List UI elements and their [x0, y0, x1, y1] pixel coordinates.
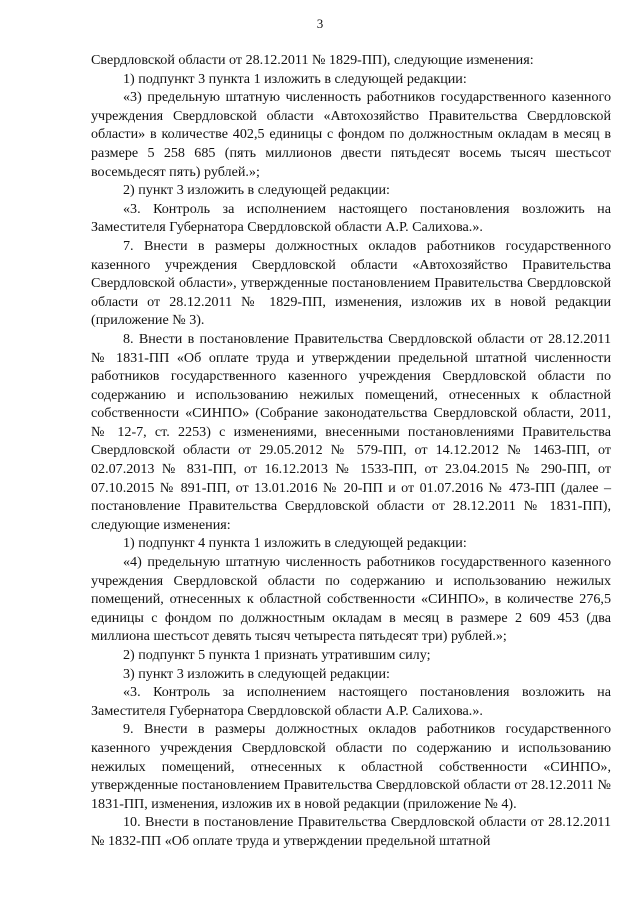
- paragraph-4: 2) пункт 3 изложить в следующей редакции:: [123, 182, 390, 199]
- paragraph-6: 7. Внести в размеры должностных окладов работников государственного казенного учреждения Свердловской области «Автохозяйство Правительства Свердловской области», утвержденные постановлением Правительства Свердловской области от 28.12.2011 № 1829-ПП, изменения, изложив их в новой редакции (приложение № 3).: [91, 237, 611, 329]
- paragraph-2: 1) подпункт 3 пункта 1 изложить в следующей редакции:: [123, 70, 467, 87]
- document-body: [91, 51, 611, 851]
- paragraph-3: «3) предельную штатную численность работников государственного казенного учреждения Свердловской области «Автохозяйство Правительства Свердловской области» в количестве 402,5 единицы с фондом по должностным окладам в месяц в размере 5 258 685 (пять миллионов двести пятьдесят восемь тысяч шестьсот восемьдесят пять) рублей.»;: [91, 89, 611, 180]
- page-number: 3: [316, 16, 324, 31]
- paragraph-8: 1) подпункт 4 пункта 1 изложить в следующей редакции:: [123, 535, 467, 552]
- paragraph-10: 2) подпункт 5 пункта 1 признать утратившим силу;: [123, 647, 431, 663]
- paragraph-1: Свердловской области от 28.12.2011 № 1829-ПП), следующие изменения:: [91, 52, 534, 68]
- paragraph-12: «3. Контроль за исполнением настоящего постановления возложить на Заместителя Губернатора Свердловской области А.Р. Салихова.».: [91, 684, 611, 719]
- paragraph-9: «4) предельную штатную численность работников государственного казенного учреждения Свердловской области по содержанию и использованию нежилых помещений, отнесенных к областной собственности «СИНПО», в количестве 276,5 единицы с фондом по должностным окладам в месяц в размере 2 609 453 (два миллиона шестьсот девять тысяч четыреста пятьдесят три) рублей.»;: [91, 554, 611, 645]
- paragraph-5: «3. Контроль за исполнением настоящего постановления возложить на Заместителя Губернатора Свердловской области А.Р. Салихова.».: [91, 200, 611, 236]
- paragraph-11: 3) пункт 3 изложить в следующей редакции:: [123, 665, 390, 682]
- paragraph-13: 9. Внести в размеры должностных окладов работников государственного казенного учреждения Свердловской области по содержанию и использованию нежилых помещений, отнесенных к областной собственности «СИНПО», утвержденные постановлением Правительства Свердловской области от 28.12.2011 № 1831-ПП, изменения, изложив их в новой редакции (приложение № 4).: [91, 721, 611, 812]
- paragraph-7: 8. Внести в постановление Правительства Свердловской области от 28.12.2011 № 1831-ПП «Об оплате труда и утверждении предельной штатной численности работников государственного казенного учреждения Свердловской области по содержанию и использованию нежилых помещений, отнесенных к областной собственности «СИНПО» (Собрание законодательства Свердловской области, 2011, № 12-7, ст. 2253) с изменениями, внесенными постановлениями Правительства Свердловской области от 29.05.2012 № 579-ПП, от 14.12.2012 № 1463-ПП, от 02.07.2013 № 831-ПП, от 16.12.2013 № 1533-ПП, от 23.04.2015 № 290-ПП, от 07.10.2015 № 891-ПП, от 13.01.2016 № 20-ПП и от 01.07.2016 № 473-ПП (далее – постановление Правительства Свердловской области от 28.12.2011 № 1831-ПП), следующие изменения:: [91, 330, 611, 533]
- paragraph-14: 10. Внести в постановление Правительства Свердловской области от 28.12.2011 № 1832-ПП «Об оплате труда и утверждении предельной штатной: [91, 814, 611, 849]
